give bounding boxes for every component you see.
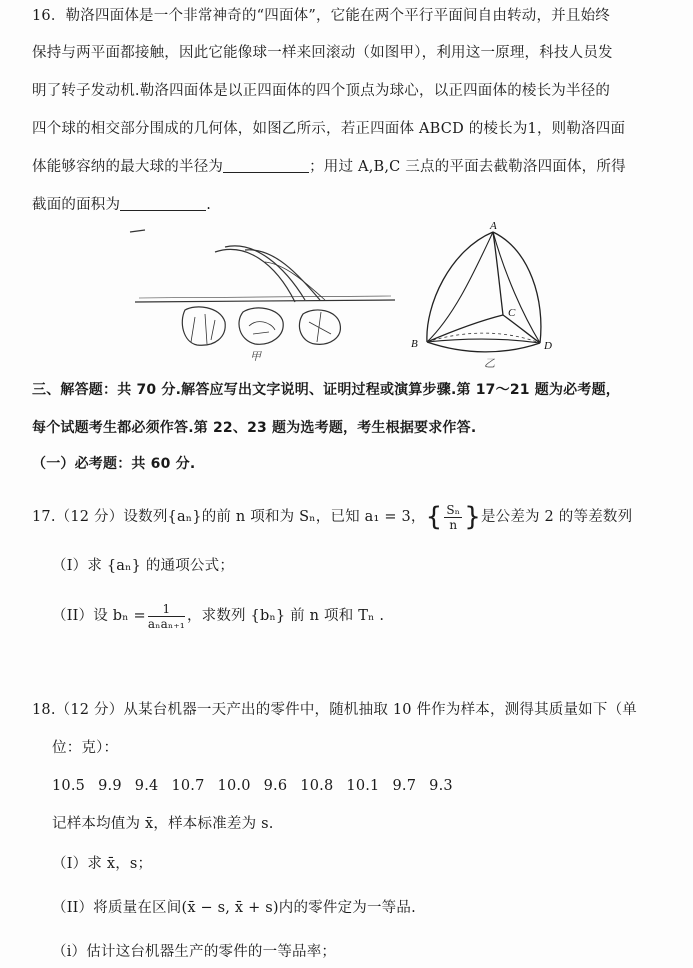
answer-blank-area[interactable] xyxy=(120,196,206,211)
q17-part2-b: ，求数列 {bₙ} 前 n 项和 Tₙ . xyxy=(186,608,385,624)
fraction-bn xyxy=(148,602,185,631)
brace-close: } xyxy=(464,502,481,532)
edge-AB-inner xyxy=(427,232,493,342)
arc-BD xyxy=(427,342,540,352)
bn-numerator: 1 xyxy=(148,602,185,617)
q17-seq: {aₙ} xyxy=(167,509,202,525)
edge-BC xyxy=(427,315,503,342)
q18-part-2-i: （i）估计这台机器生产的零件的一等品率； xyxy=(52,944,337,960)
arc-AB xyxy=(427,232,493,342)
data-value: 10.1 xyxy=(346,778,380,794)
frac-numerator: Sₙ xyxy=(446,502,461,517)
frac-denominator: n xyxy=(449,517,458,532)
q17-part-1: （I）求 {aₙ} 的通项公式； xyxy=(52,558,235,574)
q16-line-3: 明了转子发动机.勒洛四面体是以正四面体的四个顶点为球心，以正四面体的棱长为半径的 xyxy=(32,83,611,99)
figure-jia-label: 甲 xyxy=(250,351,261,362)
section3-line-2: 每个试题考生都必须作答.第 22、23 题为选考题，考生根据要求作答. xyxy=(32,420,477,436)
data-value: 9.6 xyxy=(263,778,288,794)
edge-BD-inner xyxy=(427,339,540,343)
q18-line-1: 18.（12 分）从某台机器一天产出的零件中，随机抽取 10 件作为样本，测得其质量如下（单 xyxy=(32,702,637,718)
data-value: 9.3 xyxy=(429,778,453,794)
q16-line-6-end: . xyxy=(206,197,212,213)
rolling-sketch xyxy=(130,230,395,345)
edge-AC xyxy=(493,232,503,315)
label-A: A xyxy=(490,220,497,232)
q17-part-2 xyxy=(52,598,384,634)
q17-stem-b: 的前 n 项和为 Sₙ，已知 a₁ = 3， xyxy=(201,509,426,525)
answer-blank-radius[interactable] xyxy=(223,158,309,173)
q18-part-2 xyxy=(52,898,416,918)
figure-yi-label: 乙 xyxy=(484,358,495,370)
brace-open: { xyxy=(425,502,443,532)
q16-line-5a: 体能够容纳的最大球的半径为 xyxy=(32,159,224,175)
q18-line-4: 记样本均值为 x̄，样本标准差为 s. xyxy=(52,816,274,832)
label-C: C xyxy=(508,307,516,319)
q16-line-4: 四个球的相交部分围成的几何体，如图乙所示，若正四面体 ABCD 的棱长为1，则勒洛四面 xyxy=(32,121,626,137)
q16-line-6-text: 截面的面积为 xyxy=(32,197,121,213)
fraction-Sn-over-n xyxy=(444,503,462,532)
interval: (x̄ − s, x̄ + s) xyxy=(181,900,279,916)
data-value: 10.7 xyxy=(171,778,205,794)
q16-line-1: 16．勒洛四面体是一个非常神奇的“四面体”，它能在两个平行平面间自由转动，并且始终 xyxy=(32,8,610,24)
q17-stem-c: 是公差为 2 的等差数列 xyxy=(480,509,633,525)
data-value: 10.0 xyxy=(217,778,251,794)
q18-line-2: 位：克）： xyxy=(52,740,119,756)
data-value: 9.4 xyxy=(134,778,159,794)
data-value: 10.8 xyxy=(300,778,334,794)
q16-line-5b: ；用过 A,B,C 三点的平面去截勒洛四面体，所得 xyxy=(309,159,626,175)
figure-yi xyxy=(405,220,565,370)
q16-line-6 xyxy=(32,195,211,215)
edge-CD xyxy=(503,315,540,343)
q16-line-2: 保持与两平面都接触，因此它能像球一样来回滚动（如图甲），利用这一原理，科技人员发 xyxy=(32,45,613,61)
q18-data-row xyxy=(52,776,453,796)
section3-subheading: （一）必考题：共 60 分. xyxy=(32,456,196,472)
data-value: 9.9 xyxy=(98,778,122,794)
q18-part-1: （I）求 x̄，s； xyxy=(52,856,153,872)
q17-stem xyxy=(32,502,632,532)
data-value: 9.7 xyxy=(392,778,417,794)
q17-stem-a: 17.（12 分）设数列 xyxy=(32,509,168,525)
q17-part2-a: （II）设 bₙ = xyxy=(52,608,146,624)
q18-part2-a: （II）将质量在区间 xyxy=(52,900,182,916)
q16-line-5 xyxy=(32,157,626,177)
label-D: D xyxy=(544,340,552,352)
figure-jia xyxy=(125,222,415,362)
data-value: 10.5 xyxy=(52,778,86,794)
bn-denominator: aₙaₙ₊₁ xyxy=(147,616,185,631)
label-B: B xyxy=(411,338,418,350)
q18-part2-b: 内的零件定为一等品. xyxy=(278,900,416,916)
section3-line-1: 三、解答题：共 70 分.解答应写出文字说明、证明过程或演算步骤.第 17～21 题为必考题， xyxy=(32,382,620,398)
